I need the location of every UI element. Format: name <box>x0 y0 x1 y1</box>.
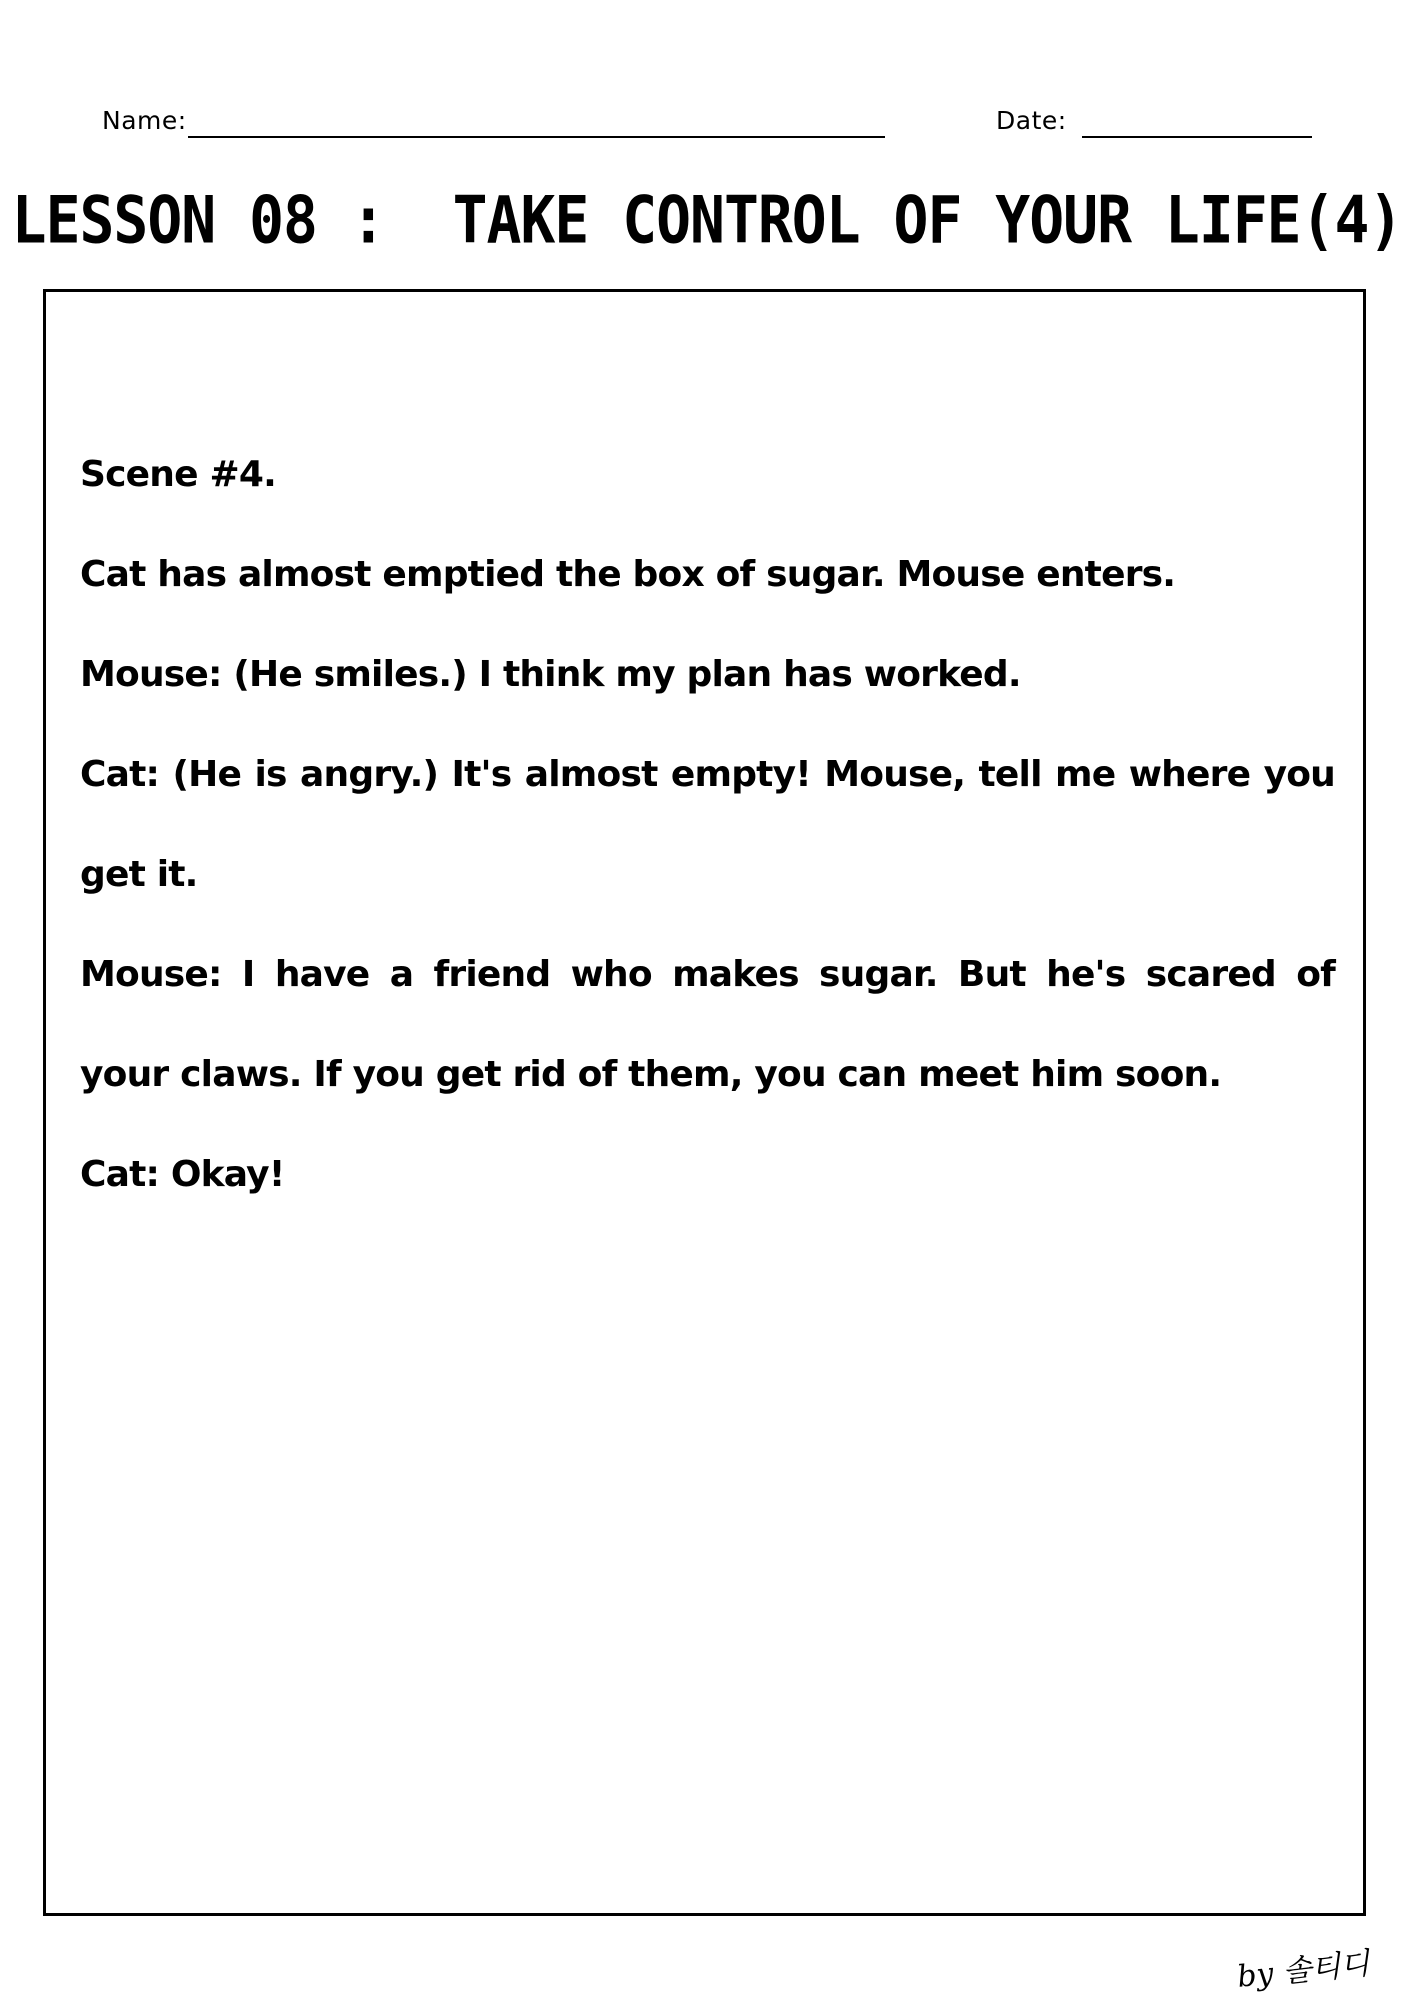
author-signature: by 솔티디 <box>1235 1946 1372 1995</box>
script-text <box>80 425 1335 1225</box>
name-label: Name: <box>102 106 187 135</box>
date-label: Date: <box>996 106 1067 135</box>
date-blank-line <box>1082 136 1312 138</box>
page-title: LESSON 08 : TAKE CONTROL OF YOUR LIFE(4) <box>11 182 1403 259</box>
script-line: Mouse: (He smiles.) I think my plan has worked. <box>80 654 1021 695</box>
name-blank-line <box>188 136 885 138</box>
scene-heading: Scene #4. <box>80 454 276 495</box>
script-line: Mouse: I have a friend who makes sugar. But he's scared of your claws. If you get rid of them, you can meet him soon. <box>80 954 1335 1095</box>
header-row <box>0 100 1414 150</box>
script-line: Cat: Okay! <box>80 1154 285 1195</box>
script-line: Cat: (He is angry.) It's almost empty! Mouse, tell me where you get it. <box>80 754 1335 895</box>
script-line: Cat has almost emptied the box of sugar. Mouse enters. <box>80 554 1176 595</box>
